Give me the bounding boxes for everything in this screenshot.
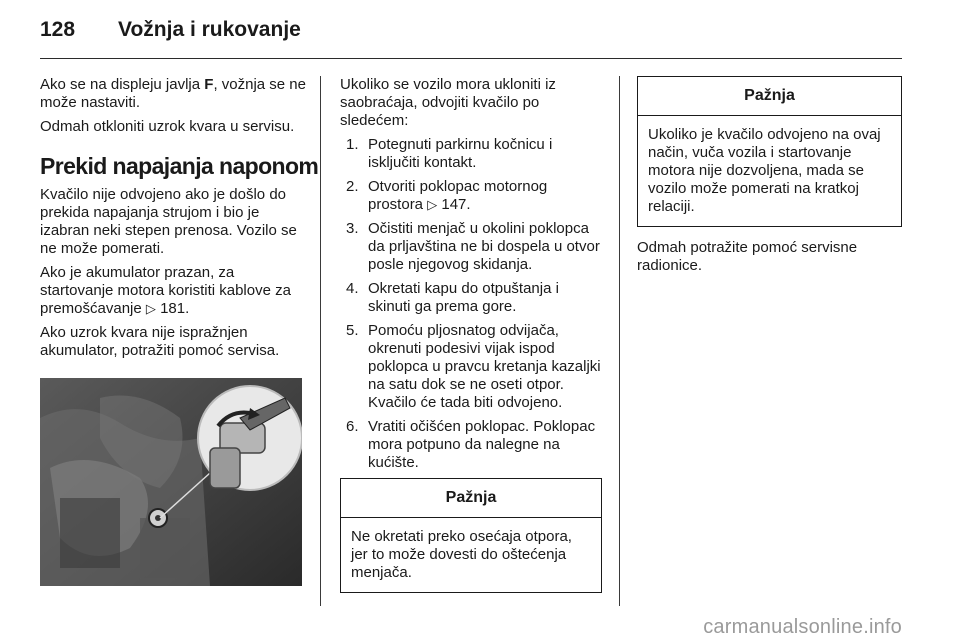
- caution-box: [340, 478, 602, 593]
- column-divider-2: [619, 76, 620, 606]
- column-1: [40, 76, 319, 586]
- caution-text: Ukoliko je kvačilo odvojeno na ovaj način, vuča vozila i startovanje motora nije dozvoljena, mada se vozilo može pomerati na kratkoj relaciji.: [648, 126, 881, 215]
- page-number: 128: [40, 18, 76, 41]
- paragraph-battery: Ako je akumulator prazan, za startovanje motora koristiti kablove za premošćavanje ▷ 181.: [40, 264, 291, 317]
- header-divider: [40, 58, 902, 59]
- list-item: 5. Pomoću pljosnatog odvijača, okrenuti podesivi vijak ispod poklopca u pravcu kretanja kazaljki na satu dok se ne oseti otpor. Kvačilo će tada biti odvojeno.: [346, 322, 601, 411]
- display-symbol-f: F: [204, 76, 214, 93]
- reference-arrow-icon: ▷: [145, 301, 156, 316]
- reference-arrow-icon: ▷: [427, 197, 438, 212]
- page-header: [40, 18, 301, 48]
- page-reference[interactable]: 147: [441, 196, 467, 213]
- list-item: 2. Otvoriti poklopac motornog prostora ▷ 147.: [346, 178, 548, 213]
- paragraph-workshop: Odmah potražite pomoć servisne radionice.: [637, 239, 858, 274]
- paragraph-service: Ako uzrok kvara nije ispražnjen akumulator, potražiti pomoć servisa.: [40, 324, 280, 359]
- column-3: [637, 76, 902, 281]
- paragraph-repair: Odmah otkloniti uzrok kvara u servisu.: [40, 118, 295, 135]
- page-title: Vožnja i rukovanje: [118, 18, 301, 41]
- list-item: 1. Potegnuti parkirnu kočnicu i isključiti kontakt.: [346, 136, 553, 171]
- caution-title: Pažnja: [341, 479, 601, 518]
- list-item: 6. Vratiti očišćen poklopac. Poklopac mora potpuno da nalegne na kućište.: [346, 418, 596, 471]
- paragraph-display-f: Ako se na displeju javlja F, vožnja se ne može nastaviti.: [40, 76, 306, 111]
- watermark: carmanualsonline.info: [703, 616, 902, 638]
- column-divider-1: [320, 76, 321, 606]
- section-title: Prekid napajanja naponom: [40, 153, 319, 179]
- column-2: [340, 76, 602, 593]
- gearbox-cover-illustration: [40, 378, 302, 586]
- paragraph-power-loss: Kvačilo nije odvojeno ako je došlo do prekida napajanja strujom i bio je izabran neki stepen prenosa. Vozilo se ne može pomerati.: [40, 186, 297, 257]
- list-item: 3. Očistiti menjač u okolini poklopca da prljavština ne bi dospela u otvor posle njegovog skidanja.: [346, 220, 600, 273]
- caution-text: Ne okretati preko osećaja otpora, jer to može dovesti do oštećenja menjača.: [351, 528, 572, 581]
- paragraph-intro: Ukoliko se vozilo mora ukloniti iz saobraćaja, odvojiti kvačilo po sledećem:: [340, 76, 556, 129]
- page-reference[interactable]: 181: [160, 300, 186, 317]
- steps-list: [340, 136, 602, 472]
- caution-title: Pažnja: [638, 77, 901, 116]
- caution-box: [637, 76, 902, 227]
- list-item: 4. Okretati kapu do otpuštanja i skinuti ga prema gore.: [346, 280, 559, 315]
